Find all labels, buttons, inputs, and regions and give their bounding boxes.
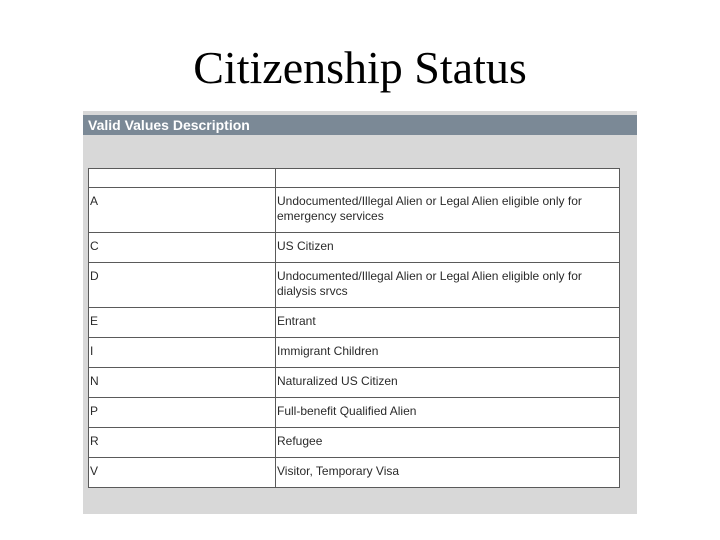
description-cell: US Citizen <box>276 233 620 263</box>
table-row <box>89 308 620 338</box>
description-cell: Undocumented/Illegal Alien or Legal Alien eligible only for dialysis srvcs <box>276 263 620 308</box>
code-cell: C <box>89 233 276 263</box>
code-cell: A <box>89 188 276 233</box>
table-row <box>89 169 620 188</box>
description-cell: Refugee <box>276 428 620 458</box>
code-cell: N <box>89 368 276 398</box>
code-cell: I <box>89 338 276 368</box>
description-cell: Undocumented/Illegal Alien or Legal Alien eligible only for emergency services <box>276 188 620 233</box>
table-row <box>89 263 620 308</box>
table-row <box>89 368 620 398</box>
description-cell: Visitor, Temporary Visa <box>276 458 620 488</box>
table-row <box>89 398 620 428</box>
table-row <box>89 188 620 233</box>
slide-title: Citizenship Status <box>193 42 527 93</box>
table-row <box>89 458 620 488</box>
code-cell <box>89 169 276 188</box>
description-cell <box>276 169 620 188</box>
table-row <box>89 233 620 263</box>
code-cell: R <box>89 428 276 458</box>
table-row <box>89 428 620 458</box>
description-cell: Full-benefit Qualified Alien <box>276 398 620 428</box>
code-cell: D <box>89 263 276 308</box>
code-cell: E <box>89 308 276 338</box>
code-cell: P <box>89 398 276 428</box>
panel-header: Valid Values Description <box>83 115 637 135</box>
description-cell: Naturalized US Citizen <box>276 368 620 398</box>
description-cell: Immigrant Children <box>276 338 620 368</box>
code-cell: V <box>89 458 276 488</box>
table-row <box>89 338 620 368</box>
valid-values-table <box>88 168 620 488</box>
description-cell: Entrant <box>276 308 620 338</box>
valid-values-panel <box>83 111 637 514</box>
